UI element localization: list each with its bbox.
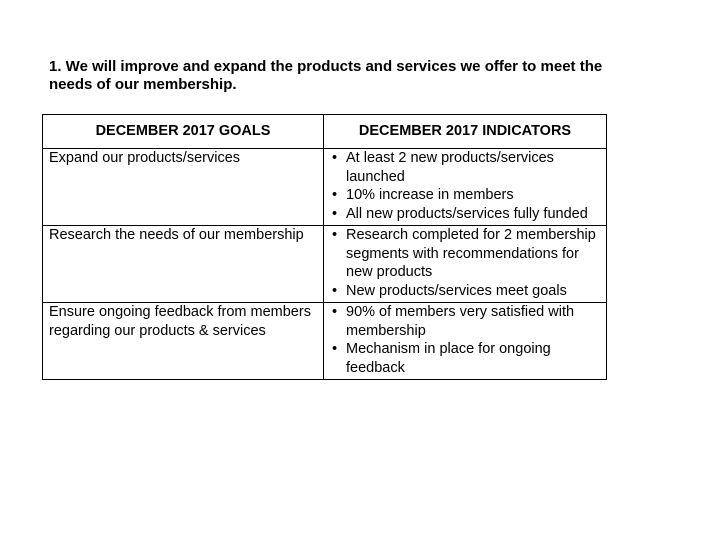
goal-cell: Research the needs of our membership <box>43 226 324 303</box>
indicators-cell <box>324 303 607 380</box>
indicator-item <box>330 282 602 301</box>
bullet-icon: • <box>332 304 338 320</box>
indicator-item <box>330 340 602 377</box>
table-header-row <box>43 115 607 149</box>
indicator-list <box>330 303 602 377</box>
goal-cell: Expand our products/services <box>43 149 324 226</box>
indicator-item <box>330 205 602 224</box>
indicator-text: 10% increase in members <box>346 187 514 203</box>
goals-indicators-table <box>42 114 607 380</box>
header-goals: DECEMBER 2017 GOALS <box>43 115 324 149</box>
indicators-cell <box>324 226 607 303</box>
indicator-item <box>330 226 602 282</box>
indicator-item <box>330 186 602 205</box>
bullet-icon: • <box>332 150 338 166</box>
indicator-item <box>330 149 602 186</box>
goal-cell: Ensure ongoing feedback from members regarding our products & services <box>43 303 324 380</box>
indicator-text: Mechanism in place for ongoing feedback <box>346 341 551 376</box>
indicator-list <box>330 226 602 300</box>
table-row <box>43 303 607 380</box>
indicator-text: 90% of members very satisfied with membership <box>346 304 575 339</box>
indicator-list <box>330 149 602 223</box>
bullet-icon: • <box>332 227 338 243</box>
header-indicators: DECEMBER 2017 INDICATORS <box>324 115 607 149</box>
indicator-item <box>330 303 602 340</box>
section-heading: 1. We will improve and expand the products and services we offer to meet the needs of our membership. <box>49 58 603 93</box>
bullet-icon: • <box>332 282 338 299</box>
indicator-text: Research completed for 2 membership segments with recommendations for new products <box>346 227 596 280</box>
bullet-icon: • <box>332 205 338 222</box>
table-row <box>43 149 607 226</box>
indicator-text: At least 2 new products/services launched <box>346 150 554 185</box>
bullet-icon: • <box>332 187 338 203</box>
indicator-text: New products/services meet goals <box>346 282 567 299</box>
indicator-text: All new products/services fully funded <box>346 205 588 222</box>
bullet-icon: • <box>332 341 338 357</box>
table-row <box>43 226 607 303</box>
indicators-cell <box>324 149 607 226</box>
